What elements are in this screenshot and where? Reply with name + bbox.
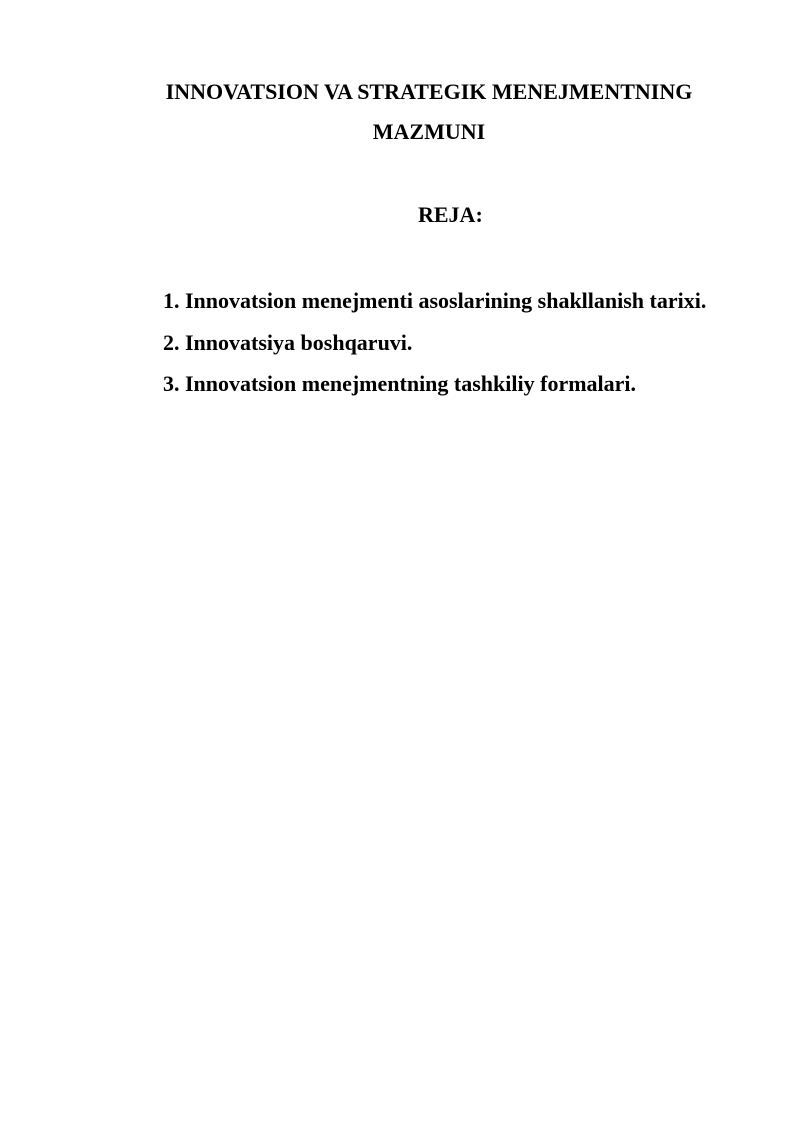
document-title-line-2: MAZMUNI [372,119,486,144]
plan-list [163,280,743,405]
plan-item-2: 2. Innovatsiya boshqaruvi. [163,329,413,355]
plan-item-3: 3. Innovatsion menejmentning tashkiliy formalari. [163,371,637,396]
plan-heading: REJA: [418,202,483,227]
document-title [100,72,758,152]
plan-item-1: 1. Innovatsion menejmenti asoslarining shakllanish tarixi. [163,288,707,313]
document-title-line-1: INNOVATSION VA STRATEGIK MENEJMENTNING [165,79,693,104]
